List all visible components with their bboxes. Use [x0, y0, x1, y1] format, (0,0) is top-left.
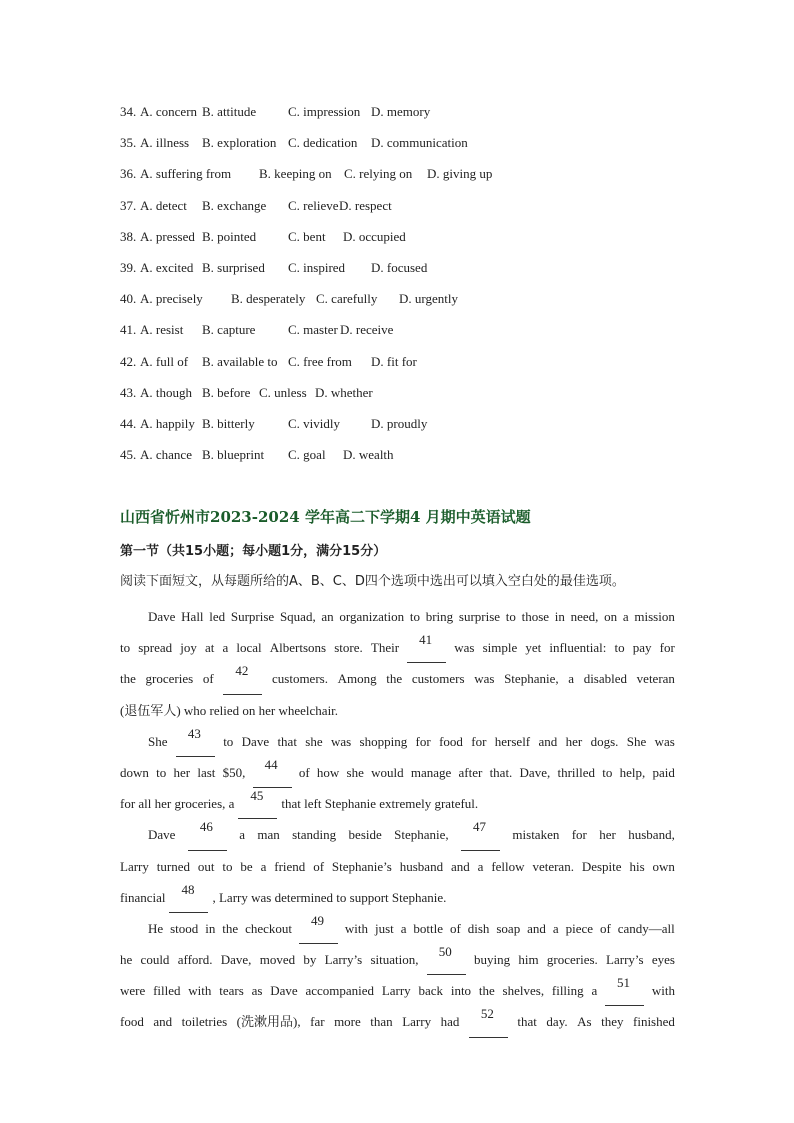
option-d: D. proudly: [371, 415, 428, 431]
passage-word: bring: [425, 609, 454, 624]
passage-word: customers: [411, 671, 465, 687]
passage-word: organization: [339, 609, 405, 624]
answer-blank: 41: [407, 632, 446, 663]
passage-word: Dave: [148, 827, 176, 843]
passage-word: paid: [652, 764, 675, 780]
passage-word: veteran.: [532, 858, 574, 874]
passage-word: mission: [634, 609, 675, 624]
passage-word: of: [599, 920, 611, 936]
question-option-row: [120, 102, 700, 133]
answer-blank: 51: [605, 975, 644, 1006]
passage-word: turned: [156, 858, 190, 874]
passage-word: could: [140, 952, 170, 968]
answer-blank: 42: [223, 663, 262, 694]
option-b: B. attitude: [202, 104, 257, 119]
answer-blank: 46: [188, 819, 227, 850]
passage-word: and: [538, 733, 558, 749]
passage-word: husband,: [628, 827, 675, 843]
passage-word: had: [440, 1014, 460, 1030]
passage-word: She: [626, 733, 647, 749]
passage-word: was: [654, 733, 675, 749]
passage-word: by: [303, 952, 317, 968]
passage-word: situation,: [370, 952, 419, 968]
option-a: A. though: [140, 384, 192, 400]
passage-word: the: [386, 671, 403, 687]
passage-word: Surprise: [230, 609, 275, 624]
passage-word: after: [458, 764, 483, 780]
passage-word: that: [517, 1014, 537, 1030]
question-number: 44.: [120, 415, 137, 431]
passage-word: last: [197, 764, 216, 780]
passage-word: Dave: [270, 983, 298, 999]
option-c: C. vividly: [288, 415, 341, 431]
answer-blank: 48: [169, 882, 208, 913]
option-d: D. occupied: [343, 228, 406, 244]
passage-word: just: [374, 920, 394, 936]
passage-line: [120, 913, 675, 944]
passage-word: checkout: [245, 920, 293, 936]
option-c: C. master: [288, 322, 338, 338]
passage-word: for all her groceries, a: [120, 796, 235, 812]
question-option-row: [120, 352, 700, 383]
passage-word: candy—all: [617, 920, 675, 936]
question-option-row: [120, 445, 700, 476]
option-b: B. exchange: [202, 197, 267, 213]
passage-word: with: [188, 983, 212, 999]
option-c: C. unless: [259, 384, 307, 400]
passage-word: those: [521, 609, 550, 624]
passage-word: with: [344, 920, 369, 936]
passage-word: of: [449, 920, 461, 936]
passage-word: $50,: [222, 764, 246, 780]
passage-word: dogs.: [590, 733, 619, 749]
option-d: D. focused: [371, 259, 428, 275]
passage-word: of: [202, 671, 214, 687]
passage-word: soap: [496, 920, 521, 936]
passage-word: Albertsons: [269, 640, 327, 656]
passage-word: the: [222, 920, 239, 936]
passage-word: a: [222, 640, 229, 656]
passage-word: of: [298, 764, 310, 780]
question-option-row: [120, 258, 700, 289]
passage-word: in: [554, 609, 565, 624]
passage-word: the: [478, 983, 495, 999]
question-option-row: [120, 196, 700, 227]
option-d: D. giving up: [427, 166, 493, 182]
option-a: A. pressed: [140, 228, 195, 244]
passage-word: they: [601, 1014, 624, 1030]
option-a: A. precisely: [140, 291, 203, 307]
question-number: 35.: [120, 135, 137, 151]
passage-word: be: [240, 858, 253, 874]
passage-word: a: [591, 983, 598, 999]
passage-word: food: [439, 733, 463, 749]
passage-line: [120, 788, 675, 819]
passage-word: back: [418, 983, 444, 999]
option-c: C. relying on: [344, 166, 413, 182]
answer-blank: 43: [176, 726, 215, 757]
option-c: C. carefully: [316, 291, 378, 307]
passage-line: [120, 663, 675, 694]
passage-word: with: [651, 983, 675, 999]
passage-word: veteran: [636, 671, 675, 687]
passage-word: afford.: [177, 952, 213, 968]
passage-word: Larry: [381, 983, 411, 999]
passage-word: her: [565, 733, 583, 749]
passage-word: more: [334, 1014, 361, 1030]
passage-word: stood: [170, 920, 199, 936]
passage-word: moved: [259, 952, 296, 968]
passage-word: and: [153, 1014, 173, 1030]
passage-word: for: [571, 827, 587, 843]
option-d: D. urgently: [399, 291, 458, 307]
passage-word: toiletries: [181, 1014, 228, 1030]
passage-word: for: [471, 733, 487, 749]
passage-word: led: [209, 609, 226, 624]
passage-word: in: [205, 920, 216, 936]
passage-word: a: [552, 920, 559, 936]
option-list: [120, 102, 700, 476]
passage-word: to: [156, 764, 167, 780]
option-a: A. happily: [140, 415, 195, 431]
option-b: B. exploration: [202, 135, 277, 151]
passage-word: own: [652, 858, 675, 874]
question-number: 40.: [120, 291, 137, 307]
passage-word: for: [415, 733, 431, 749]
passage-word: how: [316, 764, 340, 780]
passage-word: and: [450, 858, 470, 874]
passage-word: to: [222, 858, 233, 874]
passage-word: out: [197, 858, 215, 874]
passage-line: [120, 757, 675, 788]
option-b: B. keeping on: [259, 166, 332, 182]
option-d: D. communication: [371, 135, 468, 151]
passage-word: simple: [482, 640, 518, 656]
question-option-row: [120, 164, 700, 195]
question-number: 34.: [120, 104, 137, 119]
option-c: C. bent: [288, 228, 326, 244]
passage-word: manage: [410, 764, 452, 780]
passage-word: joy: [180, 640, 197, 656]
passage-word: as: [251, 983, 263, 999]
passage-word: buying: [474, 952, 511, 968]
option-a: A. resist: [140, 322, 184, 338]
passage-word: a: [239, 827, 245, 843]
passage-word: eyes: [651, 952, 675, 968]
passage-word: was: [474, 671, 495, 687]
passage-word: to: [120, 640, 131, 656]
passage-line: [120, 632, 675, 663]
passage-word: filling: [551, 983, 584, 999]
passage-word: day.: [546, 1014, 568, 1030]
passage-word: disabled: [583, 671, 628, 687]
option-a: A. chance: [140, 447, 192, 463]
passage-word: Their: [370, 640, 400, 656]
instruction-text: 阅读下面短文，从每题所给的A、B、C、D四个选项中选出可以填入空白处的最佳选项。: [120, 574, 625, 589]
option-d: D. fit for: [371, 353, 417, 369]
option-b: B. before: [202, 384, 251, 400]
option-a: A. full of: [140, 353, 189, 369]
passage-word: an: [321, 609, 334, 624]
passage-word: Dave: [148, 609, 176, 624]
passage-word: he: [120, 952, 133, 968]
passage-word: Despite: [581, 858, 622, 874]
passage-word: tears: [219, 983, 244, 999]
passage-line: [120, 695, 675, 726]
passage-word: surprise: [458, 609, 501, 624]
passage-word: that: [277, 733, 297, 749]
question-option-row: [120, 289, 700, 320]
passage-word: to: [409, 609, 420, 624]
passage-word: far: [310, 1014, 325, 1030]
passage-word: her: [599, 827, 616, 843]
passage-word: customers.: [272, 671, 328, 687]
question-number: 41.: [120, 322, 137, 338]
passage-word: on: [604, 609, 618, 624]
passage-word: filled: [153, 983, 181, 999]
question-number: 39.: [120, 259, 137, 275]
passage-word: Larry: [120, 858, 149, 874]
question-number: 42.: [120, 353, 137, 369]
passage-word: that left Stephanie extremely grateful.: [281, 796, 479, 812]
question-option-row: [120, 383, 700, 414]
option-c: C. impression: [288, 104, 361, 119]
question-option-row: [120, 320, 700, 351]
passage-word: thrilled: [557, 764, 596, 780]
passage-word: his: [629, 858, 645, 874]
question-option-row: [120, 414, 700, 445]
passage-word: help,: [619, 764, 646, 780]
option-c: C. dedication: [288, 135, 358, 151]
passage-word: store.: [334, 640, 363, 656]
passage-word: him: [518, 952, 539, 968]
answer-blank: 44: [253, 757, 292, 788]
passage-word: fellow: [491, 858, 525, 874]
question-number: 43.: [120, 384, 137, 400]
passage-word: He: [148, 920, 164, 936]
option-d: D. wealth: [343, 447, 394, 463]
option-a: A. excited: [140, 259, 194, 275]
passage-word: She: [148, 733, 168, 749]
passage-word: (洗漱用品),: [236, 1014, 301, 1030]
question-number: 38.: [120, 228, 137, 244]
option-d: D. respect: [339, 197, 392, 213]
passage-line: [120, 944, 675, 975]
passage-line: [120, 975, 675, 1006]
passage-word: Squad,: [279, 609, 316, 624]
section-title: 第一节（共15小题；每小题1分，满分15分）: [120, 544, 387, 559]
passage-word: to: [614, 640, 625, 656]
option-a: A. detect: [140, 197, 187, 213]
passage-word: she: [346, 764, 364, 780]
passage-word: (退伍军人) who relied on her wheelchair.: [120, 702, 339, 718]
passage-word: man: [257, 827, 280, 843]
passage-word: groceries: [145, 671, 194, 687]
passage-word: Hall: [181, 609, 204, 624]
question-number: 37.: [120, 197, 137, 213]
passage-word: and: [527, 920, 546, 936]
passage-word: Stephanie,: [394, 827, 449, 843]
passage-line: [120, 851, 675, 882]
passage-word: was: [454, 640, 475, 656]
answer-blank: 49: [299, 913, 338, 944]
passage-word: Larry’s: [324, 952, 363, 968]
passage-word: influential:: [549, 640, 607, 656]
passage-word: were: [120, 983, 146, 999]
passage-word: local: [236, 640, 262, 656]
option-b: B. pointed: [202, 228, 257, 244]
option-c: C. relieve: [288, 197, 339, 213]
option-b: B. desperately: [231, 291, 306, 307]
option-a: A. suffering from: [140, 166, 232, 182]
passage-word: she: [305, 733, 323, 749]
passage-word: a: [400, 920, 407, 936]
option-c: C. inspired: [288, 259, 346, 275]
passage-word: standing: [292, 827, 337, 843]
passage-word: a: [260, 858, 267, 874]
passage-word: Larry: [402, 1014, 432, 1030]
passage-word: dish: [467, 920, 490, 936]
option-c: C. free from: [288, 353, 352, 369]
passage-word: bottle: [413, 920, 444, 936]
answer-blank: 52: [469, 1006, 508, 1037]
passage-line: [120, 819, 675, 850]
option-b: B. available to: [202, 353, 278, 369]
answer-blank: 45: [238, 788, 277, 819]
passage-word: the: [120, 671, 136, 687]
passage-word: down: [120, 764, 149, 780]
passage-word: would: [371, 764, 404, 780]
passage-word: beside: [348, 827, 382, 843]
passage-word: husband: [399, 858, 444, 874]
option-b: B. blueprint: [202, 447, 265, 463]
passage-word: a: [477, 858, 484, 874]
passage-word: yet: [525, 640, 542, 656]
passage-word: for: [659, 640, 675, 656]
option-a: A. concern: [140, 104, 198, 119]
question-number: 36.: [120, 166, 137, 182]
question-option-row: [120, 227, 700, 258]
passage-word: to: [602, 764, 613, 780]
passage-word: shelves,: [502, 983, 545, 999]
passage-word: that.: [489, 764, 513, 780]
passage-word: mistaken: [512, 827, 560, 843]
passage-line: [120, 1006, 675, 1037]
option-d: D. memory: [371, 104, 431, 119]
option-b: B. surprised: [202, 259, 265, 275]
passage-word: a: [622, 609, 629, 624]
option-b: B. bitterly: [202, 415, 255, 431]
passage-word: shopping: [359, 733, 408, 749]
passage-word: of: [313, 858, 325, 874]
passage-word: than: [370, 1014, 393, 1030]
passage-word: a: [568, 671, 575, 687]
passage-word: to: [223, 733, 234, 749]
passage-word: food: [120, 1014, 144, 1030]
passage-word: friend: [274, 858, 306, 874]
passage-word: was: [330, 733, 352, 749]
passage-word: to: [505, 609, 516, 624]
passage-line: [120, 601, 675, 632]
passage-word: Stephanie,: [504, 671, 559, 687]
passage-word: Dave,: [519, 764, 551, 780]
answer-blank: 47: [461, 819, 500, 850]
question-number: 45.: [120, 447, 137, 463]
passage-word: accompanied: [305, 983, 375, 999]
passage-word: need,: [570, 609, 599, 624]
passage-word: her: [173, 764, 191, 780]
passage-word: financial: [120, 889, 166, 905]
answer-blank: 50: [427, 944, 466, 975]
exam-title: 山西省忻州市2023-2024 学年高二下学期4 月期中英语试题: [120, 508, 531, 526]
cloze-passage: [120, 601, 675, 1038]
option-b: B. capture: [202, 322, 256, 338]
passage-word: , Larry was determined to support Stephanie.: [212, 889, 447, 905]
question-option-row: [120, 133, 700, 164]
option-d: D. receive: [340, 322, 394, 338]
passage-word: finished: [633, 1014, 675, 1030]
passage-word: piece: [565, 920, 593, 936]
passage-word: groceries.: [546, 952, 598, 968]
passage-word: As: [577, 1014, 592, 1030]
passage-word: herself: [494, 733, 531, 749]
passage-word: Among: [337, 671, 377, 687]
passage-word: at: [205, 640, 215, 656]
passage-word: Larry’s: [606, 952, 644, 968]
passage-line: [120, 882, 675, 913]
passage-word: spread: [138, 640, 173, 656]
passage-word: Dave: [241, 733, 270, 749]
option-a: A. illness: [140, 135, 190, 151]
passage-word: pay: [632, 640, 652, 656]
option-c: C. goal: [288, 447, 326, 463]
option-d: D. whether: [315, 384, 373, 400]
passage-word: Dave,: [220, 952, 252, 968]
passage-line: [120, 726, 675, 757]
passage-word: Stephanie’s: [331, 858, 392, 874]
passage-word: into: [450, 983, 472, 999]
